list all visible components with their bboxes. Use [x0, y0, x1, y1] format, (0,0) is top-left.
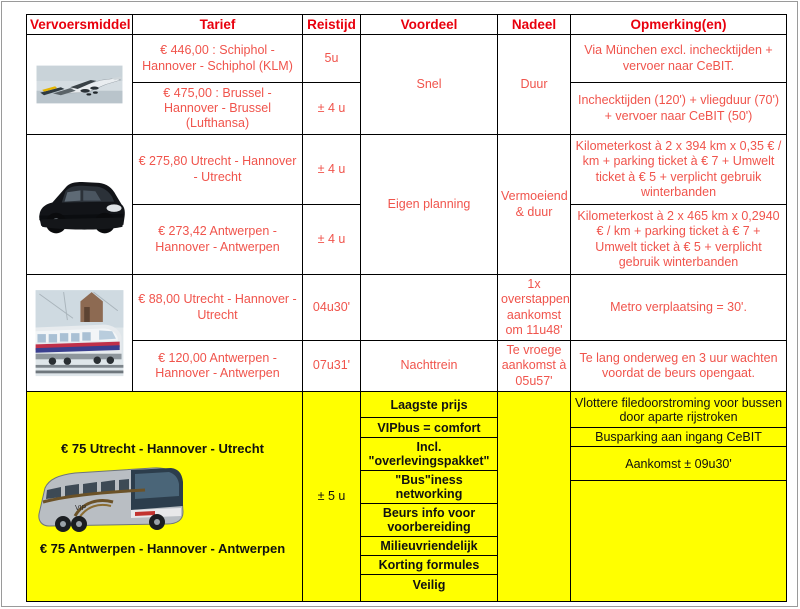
- bus-voordeel-item: "Bus"iness networking: [361, 471, 497, 504]
- table-row-airplane-1: [27, 35, 787, 83]
- cell-reistijd-car-2: ± 4 u: [303, 205, 361, 275]
- table-row-train-2: [27, 341, 787, 392]
- bus-voordeel-item: VIPbus = comfort: [361, 418, 497, 438]
- bus-tariff-line-2: € 75 Antwerpen - Hannover - Antwerpen: [39, 540, 286, 556]
- cell-tarief-train-2: € 120,00 Antwerpen - Hannover - Antwerpen: [133, 341, 303, 392]
- column-header-nadeel: Nadeel: [498, 15, 571, 35]
- cell-opmerking-airplane-1: Via München excl. inchecktijden + vervoer naar CeBIT.: [571, 35, 787, 83]
- cell-nadeel-airplane: Duur: [498, 35, 571, 135]
- bus-voordeel-item: Laagste prijs: [361, 392, 497, 418]
- cell-reistijd-train-1: 04u30': [303, 275, 361, 341]
- cell-tarief-airplane-2: € 475,00 : Brussel - Hannover - Brussel (Lufthansa): [133, 83, 303, 135]
- bus-opmerkingen-list: [571, 392, 786, 486]
- bus-voordeel-item: Beurs info voor voorbereiding: [361, 504, 497, 537]
- bus-voordelen-list: [361, 392, 497, 594]
- cell-opmerking-car-2: Kilometerkost à 2 x 465 km x 0,2940 € / km + parking ticket à € 7 + Umwelt ticket à € 5 + verplicht gebruik winterbanden: [571, 205, 787, 275]
- page-frame: [1, 1, 798, 607]
- vehicle-image-car: [27, 135, 133, 275]
- bus-opmerking-item-empty: [571, 481, 786, 486]
- svg-text:VIP: VIP: [75, 504, 87, 512]
- bus-voordeel-item: Veilig: [412, 577, 446, 592]
- cell-reistijd-airplane-2: ± 4 u: [303, 83, 361, 135]
- bus-opmerking-item: Aankomst ± 09u30': [571, 447, 786, 481]
- bus-tariff-block: [27, 392, 302, 601]
- bus-voordeel-item: Milieuvriendelijk: [361, 537, 497, 556]
- cell-nadeel-train-2: Te vroege aankomst à 05u57': [498, 341, 571, 392]
- column-header-vervoersmiddel: Vervoersmiddel: [27, 15, 133, 35]
- transport-comparison-table: [26, 14, 787, 602]
- bus-icon: [35, 466, 187, 538]
- table-header-row: [27, 15, 787, 35]
- car-icon: [30, 139, 129, 270]
- cell-opmerking-train-1: Metro verplaatsing = 30'.: [571, 275, 787, 341]
- bus-opmerking-item: Busparking aan ingang CeBIT: [571, 428, 786, 447]
- column-header-voordeel: Voordeel: [361, 15, 498, 35]
- cell-tarief-train-1: € 88,00 Utrecht - Hannover - Utrecht: [133, 275, 303, 341]
- airplane-icon: [30, 63, 129, 106]
- cell-reistijd-car-1: ± 4 u: [303, 135, 361, 205]
- cell-voordeel-car: Eigen planning: [361, 135, 498, 275]
- table-row-bus: [27, 391, 787, 601]
- cell-tarief-airplane-1: € 446,00 : Schiphol - Hannover - Schiphol (KLM): [133, 35, 303, 83]
- bus-voordeel-item: Korting formules: [361, 556, 497, 575]
- cell-opmerking-bus: [571, 391, 787, 601]
- bus-tariff-line-1: € 75 Utrecht - Hannover - Utrecht: [61, 440, 264, 456]
- cell-voordeel-bus: [361, 391, 498, 601]
- cell-voordeel-train-2: Nachttrein: [361, 341, 498, 392]
- cell-voordeel-airplane: Snel: [361, 35, 498, 135]
- cell-nadeel-bus: [498, 391, 571, 601]
- cell-reistijd-bus: ± 5 u: [303, 391, 361, 601]
- cell-tarief-car-2: € 273,42 Antwerpen - Hannover - Antwerpen: [133, 205, 303, 275]
- column-header-reistijd: Reistijd: [303, 15, 361, 35]
- cell-opmerking-car-1: Kilometerkost à 2 x 394 km x 0,35 € / km + parking ticket à € 7 + Umwelt ticket à € 5 + verplicht gebruik winterbanden: [571, 135, 787, 205]
- vehicle-image-train: [27, 275, 133, 392]
- cell-opmerking-airplane-2: Inchecktijden (120') + vliegduur (70') + vervoer naar CeBIT (50'): [571, 83, 787, 135]
- table-row-train-1: [27, 275, 787, 341]
- bus-voordeel-item: Incl. "overlevingspakket": [361, 438, 497, 471]
- cell-tarief-car-1: € 275,80 Utrecht - Hannover - Utrecht: [133, 135, 303, 205]
- train-icon: [30, 279, 129, 386]
- column-header-opmerkingen: Opmerking(en): [571, 15, 787, 35]
- cell-nadeel-train-1: 1x overstappen aankomst om 11u48': [498, 275, 571, 341]
- cell-opmerking-train-2: Te lang onderweg en 3 uur wachten voordat de beurs opengaat.: [571, 341, 787, 392]
- cell-reistijd-train-2: 07u31': [303, 341, 361, 392]
- column-header-tarief: Tarief: [133, 15, 303, 35]
- cell-reistijd-airplane-1: 5u: [303, 35, 361, 83]
- cell-bus-vehicle-and-tarief: [27, 391, 303, 601]
- cell-nadeel-car: Vermoeiend & duur: [498, 135, 571, 275]
- cell-voordeel-train-1: [361, 275, 498, 341]
- vehicle-image-airplane: [27, 35, 133, 135]
- table-row-car-1: [27, 135, 787, 205]
- bus-opmerking-item: Vlottere filedoorstroming voor bussen door aparte rijstroken: [571, 392, 786, 428]
